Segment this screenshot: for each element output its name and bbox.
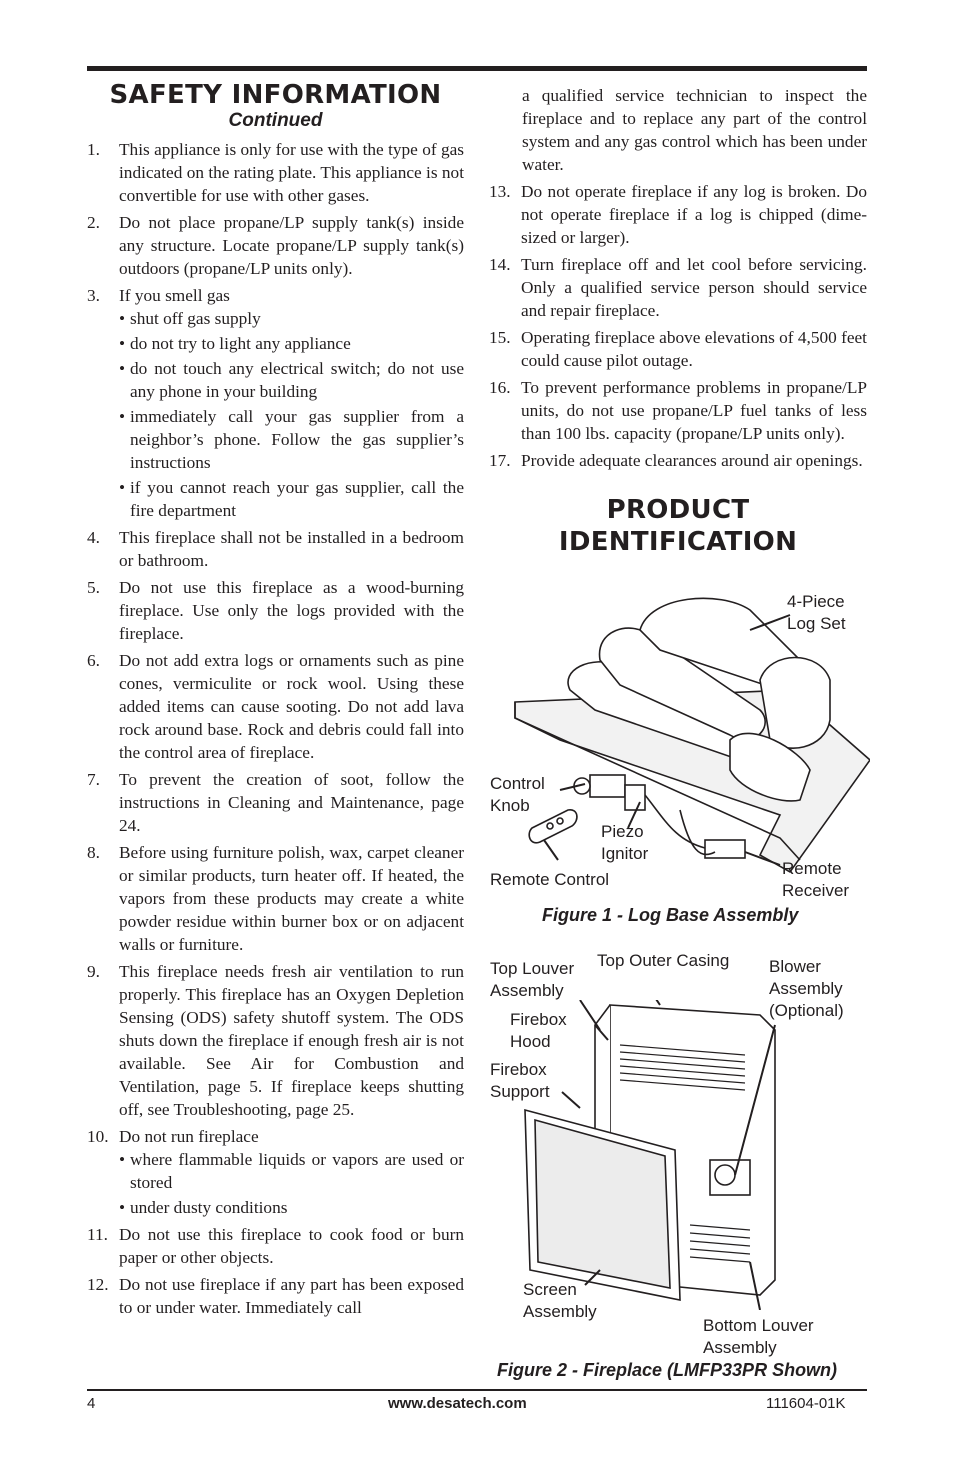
list-item xyxy=(87,284,464,522)
label-screen-1: Screen xyxy=(523,1280,577,1299)
section-title: SAFETY INFORMATION xyxy=(109,80,442,110)
product-title xyxy=(489,494,867,558)
label-top-louver-2: Assembly xyxy=(490,981,564,1000)
list-item xyxy=(87,960,464,1121)
item-number: 3. xyxy=(87,286,100,305)
fireplace-illustration xyxy=(520,1000,800,1310)
bullet-item: • do not try to light any appliance xyxy=(119,332,464,355)
list-item xyxy=(87,1125,464,1219)
item-number: 17. xyxy=(489,451,511,470)
item-number: 16. xyxy=(489,378,511,397)
label-blower-1: Blower xyxy=(769,957,821,976)
figure2-caption: Figure 2 - Fireplace (LMFP33PR Shown) xyxy=(497,1360,838,1380)
item-number: 6. xyxy=(87,651,100,670)
list-item xyxy=(87,138,464,207)
list-item xyxy=(87,211,464,280)
list-item xyxy=(87,768,464,837)
list-item xyxy=(489,180,867,249)
item-text: Provide adequate clearances around air openings. xyxy=(521,451,863,470)
item-text: Do not use this fireplace as a wood-burning fireplace. Use only the logs provided with the fireplace. xyxy=(119,578,464,643)
footer-url[interactable]: www.desatech.com xyxy=(388,1395,527,1412)
item-number: 1. xyxy=(87,140,100,159)
item-text: To prevent the creation of soot, follow the instructions in Cleaning and Maintenance, page 24. xyxy=(119,770,464,835)
section-subtitle: Continued xyxy=(228,110,323,131)
label-firebox-support-1: Firebox xyxy=(490,1060,547,1079)
item-number: 5. xyxy=(87,578,100,597)
label-receiver-2: Receiver xyxy=(782,881,850,900)
item-number: 13. xyxy=(489,182,511,201)
left-column xyxy=(87,80,464,1323)
bottom-rule xyxy=(87,1389,867,1391)
top-rule xyxy=(87,66,867,71)
log-base-illustration xyxy=(500,590,870,890)
item-number: 4. xyxy=(87,528,100,547)
page-number: 4 xyxy=(87,1395,96,1412)
item-text: Do not operate fireplace if any log is broken. Do not operate fireplace if a log is chipped (dime-sized or larger). xyxy=(521,182,867,247)
item-text: Before using furniture polish, wax, carpet cleaner or similar products, turn heater off. If heated, the vapors from these products may create a white powder residue within burner box or on adjacent walls or furniture. xyxy=(119,843,464,954)
item-number: 2. xyxy=(87,213,100,232)
label-control-knob-1: Control xyxy=(490,774,545,793)
safety-list xyxy=(87,138,464,1319)
label-bottom-louver-1: Bottom Louver xyxy=(703,1316,814,1335)
label-bottom-louver-2: Assembly xyxy=(703,1338,777,1357)
label-piezo-2: Ignitor xyxy=(601,844,649,863)
item-number: 15. xyxy=(489,328,511,347)
bullet-item: • shut off gas supply xyxy=(119,307,464,330)
label-blower-2: Assembly xyxy=(769,979,843,998)
item-text: Do not run fireplace xyxy=(119,1127,259,1146)
item-text: If you smell gas xyxy=(119,286,230,305)
item-number: 10. xyxy=(87,1127,109,1146)
item-number: 7. xyxy=(87,770,100,789)
list-item xyxy=(489,253,867,322)
list-item xyxy=(87,1223,464,1269)
label-remote-control: Remote Control xyxy=(490,870,610,889)
bullet-item: • do not touch any electrical switch; do not use any phone in your building xyxy=(119,357,464,403)
item-number: 14. xyxy=(489,255,511,274)
list-item xyxy=(87,1273,464,1319)
bullet-item: • under dusty conditions xyxy=(119,1196,464,1219)
label-top-louver-1: Top Louver xyxy=(490,959,575,978)
product-title-line1: PRODUCT xyxy=(606,495,750,525)
label-firebox-hood-2: Hood xyxy=(510,1032,551,1051)
product-title-line2: IDENTIFICATION xyxy=(558,527,798,557)
item-text: Operating fireplace above elevations of 4,500 feet could cause pilot outage. xyxy=(521,328,867,370)
item-text: Do not place propane/LP supply tank(s) inside any structure. Locate propane/LP supply tank(s) outdoors (propane/LP units only). xyxy=(119,213,464,278)
list-item xyxy=(489,376,867,445)
bullet-item: • if you cannot reach your gas supplier, call the fire department xyxy=(119,476,464,522)
item-text: This fireplace needs fresh air ventilation to run properly. This fireplace has an Oxygen Depletion Sensing (ODS) safety shutoff system. The ODS shuts down the fireplace if enough fresh air is not available. See Air for Combustion and Ventilation, page 5. If fireplace keeps shutting off, see Troubleshooting, page 25. xyxy=(119,962,464,1119)
item-number: 8. xyxy=(87,843,100,862)
label-firebox-hood-1: Firebox xyxy=(510,1010,567,1029)
list-item xyxy=(87,526,464,572)
bullet-item: • where flammable liquids or vapors are used or stored xyxy=(119,1148,464,1194)
list-item xyxy=(489,449,867,472)
item-text: This fireplace shall not be installed in a bedroom or bathroom. xyxy=(119,528,464,570)
label-receiver-1: Remote xyxy=(782,859,842,878)
list-item xyxy=(87,576,464,645)
list-item xyxy=(87,841,464,956)
item-text: Do not use fireplace if any part has been exposed to or under water. Immediately call xyxy=(119,1275,464,1317)
label-screen-2: Assembly xyxy=(523,1302,597,1321)
item-number: 9. xyxy=(87,962,100,981)
continuation-text: a qualified service technician to inspect the fireplace and to replace any part of the control system and any gas control which has been under water. xyxy=(522,86,867,174)
label-blower-3: (Optional) xyxy=(769,1001,844,1020)
label-log-set-2: Log Set xyxy=(787,614,846,633)
item-text: Turn fireplace off and let cool before servicing. Only a qualified service person should service and repair fireplace. xyxy=(521,255,867,320)
list-item xyxy=(489,326,867,372)
figure1-caption: Figure 1 - Log Base Assembly xyxy=(542,905,799,925)
label-top-outer-casing: Top Outer Casing xyxy=(597,951,730,970)
label-piezo-1: Piezo xyxy=(601,822,644,841)
safety-list-continued xyxy=(489,180,867,472)
item-text: This appliance is only for use with the type of gas indicated on the rating plate. This appliance is not convertible for use with other gases. xyxy=(119,140,464,205)
list-item xyxy=(87,649,464,764)
item-text: Do not use this fireplace to cook food or burn paper or other objects. xyxy=(119,1225,464,1267)
bullet-item: • immediately call your gas supplier from a neighbor’s phone. Follow the gas supplier’s instructions xyxy=(119,405,464,474)
label-firebox-support-2: Support xyxy=(490,1082,550,1101)
item-number: 12. xyxy=(87,1275,109,1294)
label-control-knob-2: Knob xyxy=(490,796,530,815)
item-text: Do not add extra logs or ornaments such as pine cones, vermiculite or rock wool. Using these added items can cause sooting. Do not add lava rock around base. Rock and debris could fall into the control area of fireplace. xyxy=(119,651,464,762)
document-code: 111604-01K xyxy=(766,1395,846,1412)
label-log-set-1: 4-Piece xyxy=(787,592,845,611)
right-column xyxy=(489,84,867,558)
item-text: To prevent performance problems in propane/LP units, do not use propane/LP fuel tanks of less than 100 lbs. capacity (propane/LP units only). xyxy=(521,378,867,443)
item-number: 11. xyxy=(87,1225,108,1244)
